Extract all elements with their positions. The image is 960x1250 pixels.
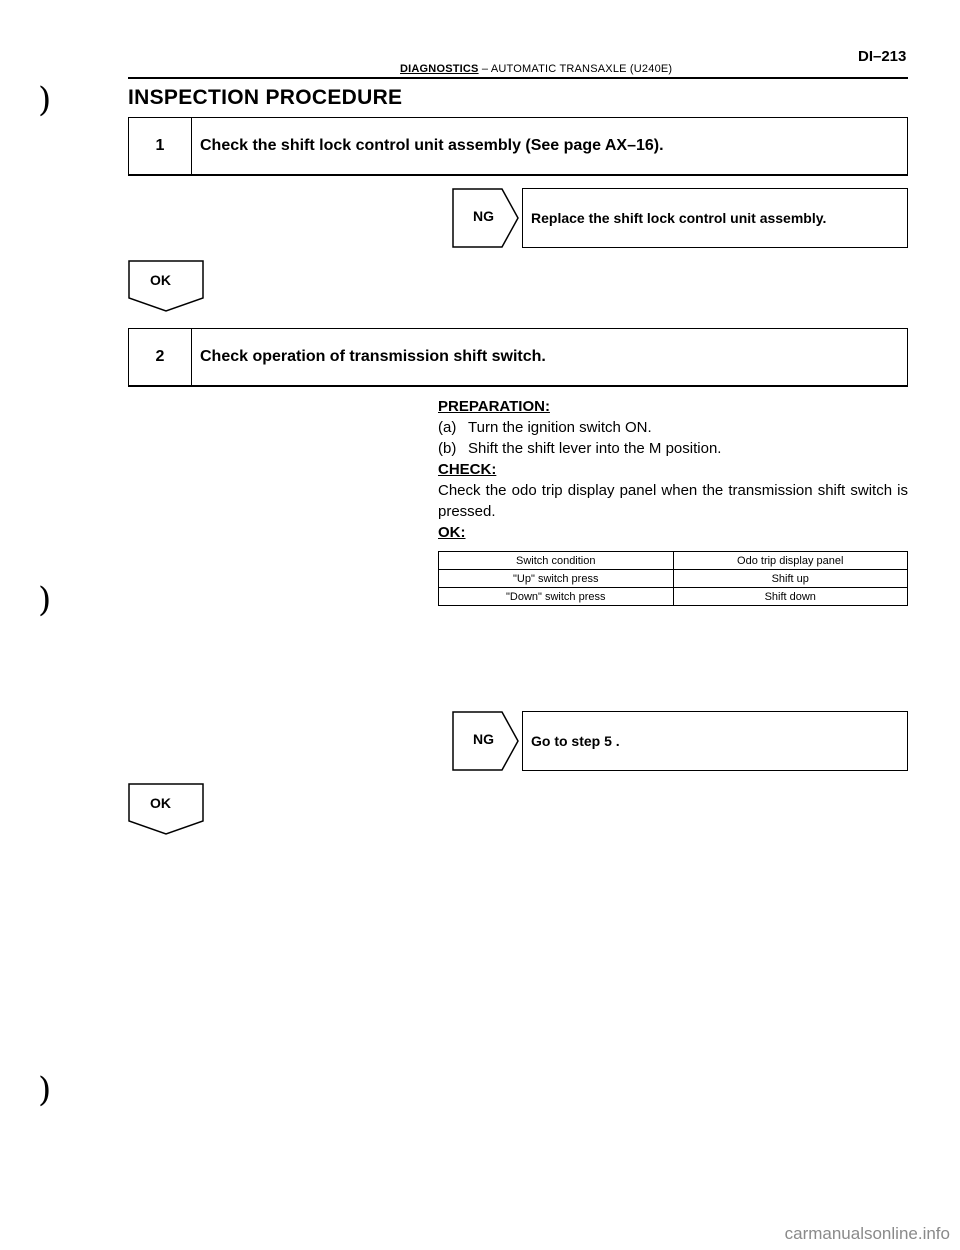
check-text: Check the odo trip display panel when the transmission shift switch is pressed. (438, 482, 908, 520)
step-2-ng-action: Go to step 5 . (522, 711, 908, 771)
check-heading: CHECK: (438, 461, 497, 478)
step-2-number: 2 (129, 329, 192, 385)
step-1-ng-flag (452, 188, 522, 253)
preparation-item-text: Shift the shift lever into the M position. (468, 440, 722, 457)
section-title: INSPECTION PROCEDURE (128, 86, 403, 109)
step-1-ng-action: Replace the shift lock control unit assembly. (522, 188, 908, 248)
table-header-row (439, 552, 908, 570)
step-2-ng-flag (452, 711, 522, 776)
table-cell: "Down" switch press (439, 588, 674, 606)
header-subsection: AUTOMATIC TRANSAXLE (U240E) (490, 63, 673, 75)
step-2-text: Check operation of transmission shift switch. (200, 348, 546, 365)
step-1-text: Check the shift lock control unit assembly (See page AX–16). (200, 137, 664, 154)
table-header-cell: Odo trip display panel (673, 552, 908, 570)
running-header (400, 63, 672, 75)
step-1-ok-flag (128, 260, 204, 317)
preparation-item (438, 438, 908, 459)
footer-watermark: carmanualsonline.info (784, 1224, 950, 1243)
header-rule (128, 77, 908, 79)
binding-mark: ) (38, 80, 52, 120)
preparation-heading: PREPARATION: (438, 398, 550, 415)
binding-mark: ) (38, 580, 52, 620)
step-1-ok-label: OK (150, 272, 171, 288)
page-number: DI–213 (858, 48, 907, 65)
binding-mark: ) (38, 1070, 52, 1110)
step-2-ok-label: OK (150, 795, 171, 811)
table-header-cell: Switch condition (439, 552, 674, 570)
ok-criteria-table (438, 551, 908, 606)
step-2-details (438, 396, 908, 543)
table-row (439, 588, 908, 606)
table-row (439, 570, 908, 588)
step-1-number: 1 (129, 118, 192, 174)
preparation-item-label: (b) (438, 440, 457, 457)
table-cell: Shift up (673, 570, 908, 588)
step-2-ok-flag (128, 783, 204, 840)
header-section: DIAGNOSTICS (400, 63, 479, 75)
header-separator: – (481, 63, 489, 75)
step-2-box (128, 328, 908, 387)
preparation-item-text: Turn the ignition switch ON. (468, 419, 652, 436)
table-cell: Shift down (673, 588, 908, 606)
step-1-ng-label: NG (473, 208, 494, 224)
step-2-ng-label: NG (473, 731, 494, 747)
preparation-item (438, 417, 908, 438)
preparation-item-label: (a) (438, 419, 457, 436)
step-1-box (128, 117, 908, 176)
ok-heading: OK: (438, 524, 466, 541)
table-cell: "Up" switch press (439, 570, 674, 588)
